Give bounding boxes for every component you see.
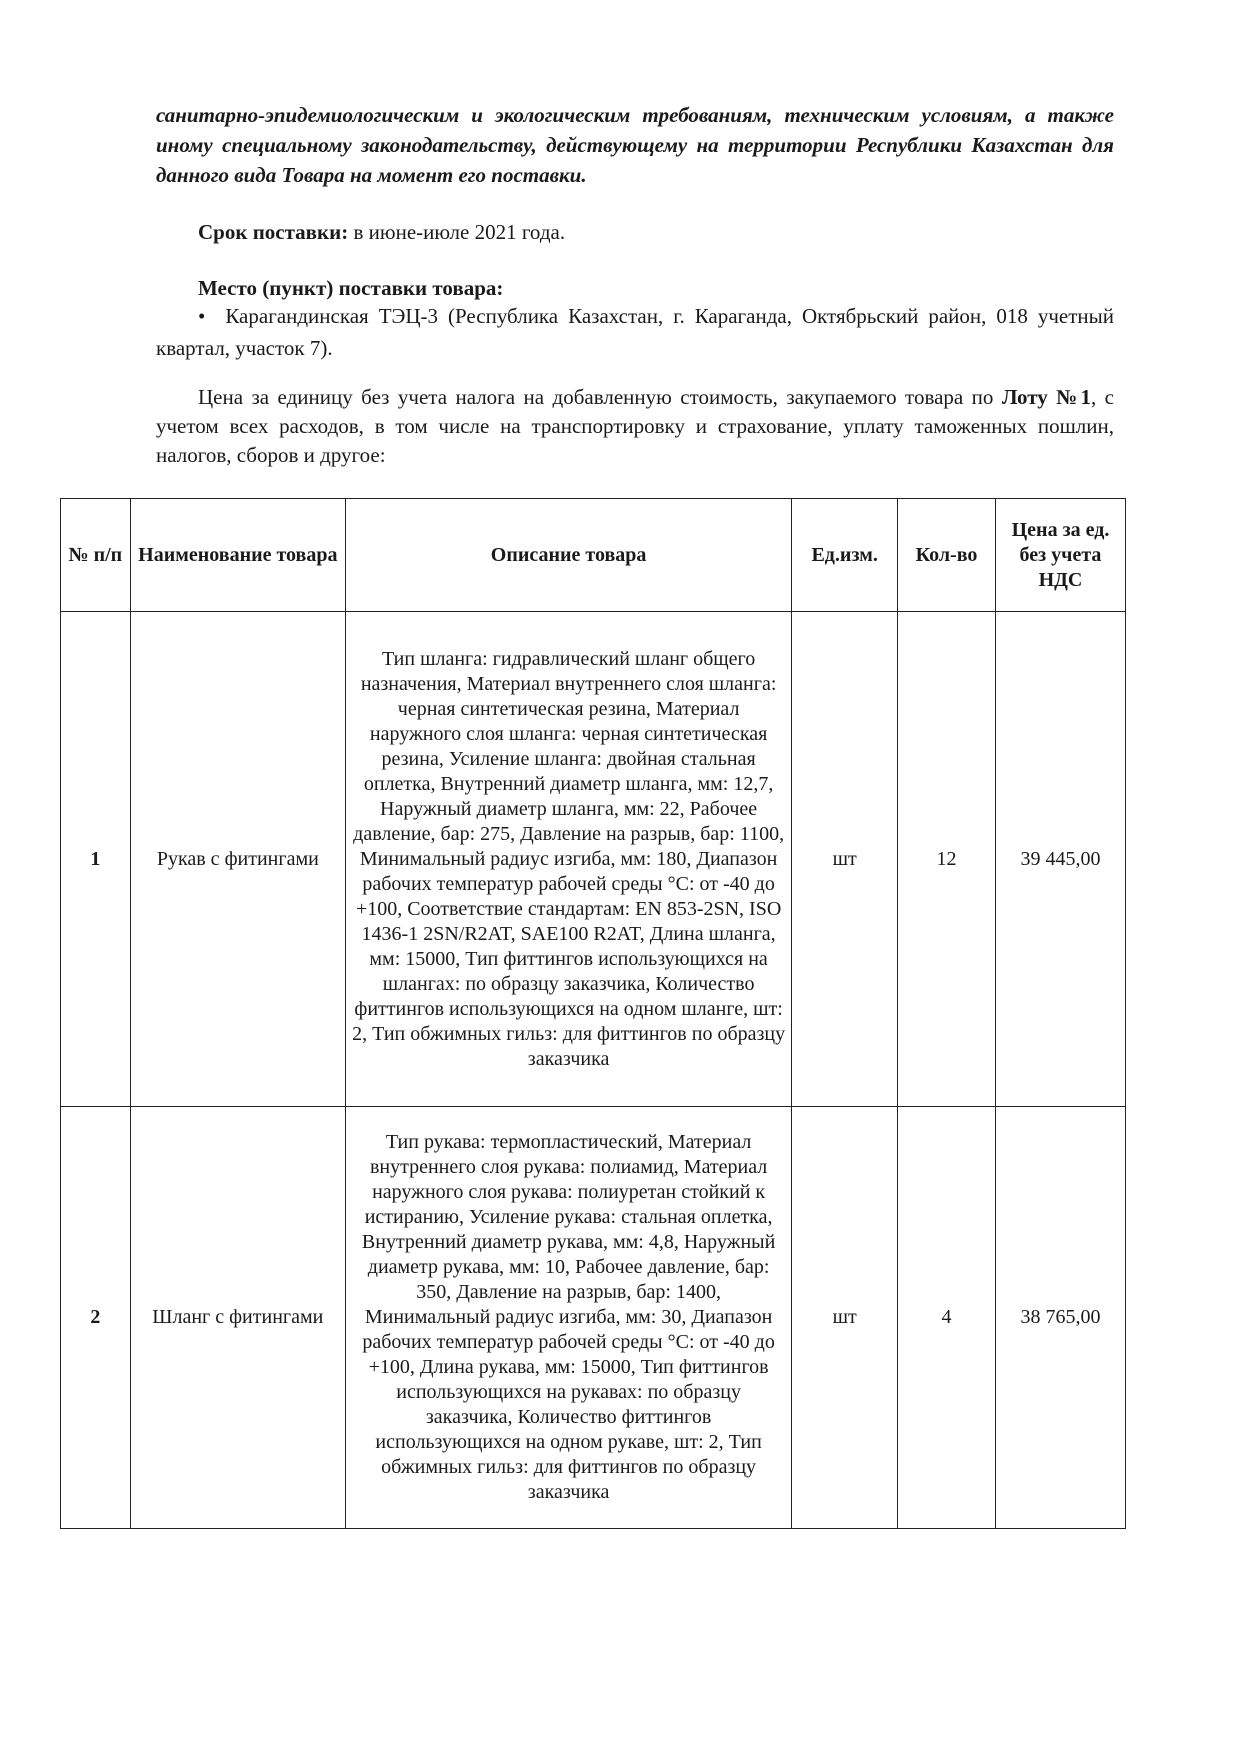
goods-table: [60, 498, 1126, 1529]
delivery-place-item: [156, 300, 1114, 364]
row-unit: шт: [792, 1107, 898, 1529]
price-paragraph: [156, 383, 1114, 470]
delivery-deadline-label: Срок поставки:: [198, 220, 349, 244]
row-name: Рукав с фитингами: [130, 612, 345, 1107]
header-number: № п/п: [61, 499, 131, 612]
delivery-place-title-text: Место (пункт) поставки товара: [198, 276, 497, 300]
header-quantity: Кол-во: [898, 499, 996, 612]
delivery-place-title: [198, 276, 503, 301]
delivery-address: Карагандинская ТЭЦ-3 (Республика Казахстан, г. Караганда, Октябрьский район, 018 учетный квартал, участок 7).: [156, 304, 1115, 360]
header-description: Описание товара: [345, 499, 791, 612]
delivery-deadline: [198, 220, 565, 245]
header-price: Цена за ед. без учета НДС: [995, 499, 1125, 612]
header-name: Наименование товара: [130, 499, 345, 612]
row-quantity: 4: [898, 1107, 996, 1529]
table-header-row: [61, 499, 1126, 612]
table-row: [61, 612, 1126, 1107]
row-price: 39 445,00: [995, 612, 1125, 1107]
delivery-place-colon: :: [496, 276, 504, 300]
intro-paragraph: санитарно-эпидемиологическим и экологическим требованиям, техническим условиям, а также иному специальному законодательству, действующему на территории Республики Казахстан для данного вида Товара на момент его поставки.: [156, 103, 1114, 187]
price-text-after: , с учетом всех расходов, в том числе на транспортировку и страхование, уплату таможенных пошлин, налогов, сборов и другое:: [156, 385, 1114, 467]
row-number: 1: [61, 612, 131, 1107]
row-quantity: 12: [898, 612, 996, 1107]
row-description: Тип рукава: термопластический, Материал внутреннего слоя рукава: полиамид, Материал наружного слоя рукава: полиуретан стойкий к истиранию, Усиление рукава: стальная оплетка, Внутренний диаметр рукава, мм: 4,8, Наружный диаметр рукава, мм: 10, Рабочее давление, бар: 350, Давление на разрыв, бар: 1400, Минимальный радиус изгиба, мм: 30, Диапазон рабочих температур рабочей среды °С: от -40 до +100, Длина рукава, мм: 15000, Тип фиттингов использующихся на рукавах: по образцу заказчика, Количество фиттингов использующихся на одном рукаве, шт: 2, Тип обжимных гильз: для фиттингов по образцу заказчика: [345, 1107, 791, 1529]
row-name: Шланг с фитингами: [130, 1107, 345, 1529]
row-number: 2: [61, 1107, 131, 1529]
table-row: [61, 1107, 1126, 1529]
row-price: 38 765,00: [995, 1107, 1125, 1529]
bullet-icon: •: [198, 304, 206, 328]
price-text-before: Цена за единицу без учета налога на добавленную стоимость, закупаемого товара по: [198, 385, 1002, 409]
header-unit: Ед.изм.: [792, 499, 898, 612]
row-description: Тип шланга: гидравлический шланг общего назначения, Материал внутреннего слоя шланга: черная синтетическая резина, Материал наружного слоя шланга: черная синтетическая резина, Усиление шланга: двойная стальная оплетка, Внутренний диаметр шланга, мм: 12,7, Наружный диаметр шланга, мм: 22, Рабочее давление, бар: 275, Давление на разрыв, бар: 1100, Минимальный радиус изгиба, мм: 180, Диапазон рабочих температур рабочей среды °С: от -40 до +100, Соответствие стандартам: EN 853-2SN, ISO 1436-1 2SN/R2AT, SAE100 R2AT, Длина шланга, мм: 15000, Тип фиттингов использующихся на шлангах: по образцу заказчика, Количество фиттингов использующихся на одном шланге, шт: 2, Тип обжимных гильз: для фиттингов по образцу заказчика: [345, 612, 791, 1107]
row-unit: шт: [792, 612, 898, 1107]
delivery-deadline-value: в июне-июле 2021 года.: [348, 220, 566, 244]
lot-label: Лоту №1: [1001, 385, 1091, 409]
